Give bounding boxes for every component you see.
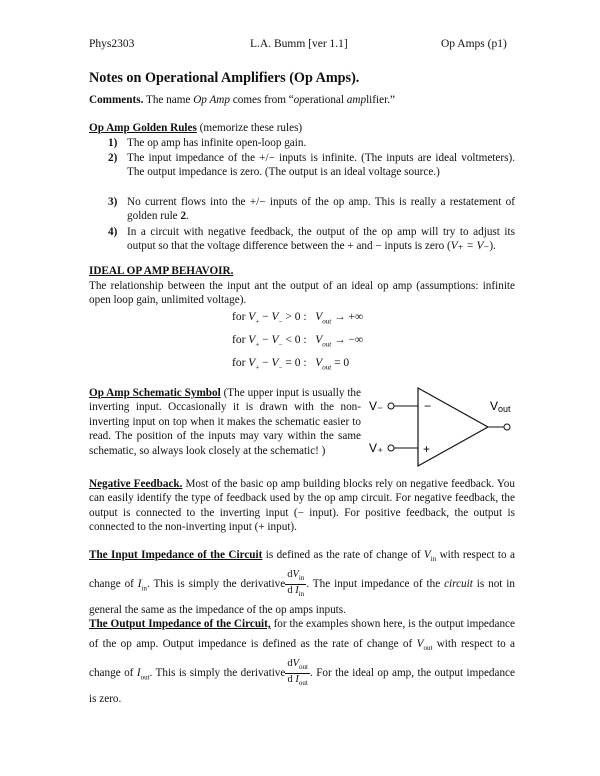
- output-derivative: $\frac{dV_{out}}{d I_{out}}$: [287, 658, 308, 688]
- comments-paragraph: Comments. The name Op Amp comes from “operational amplifier.”: [89, 94, 395, 106]
- golden-rules-heading: Op Amp Golden Rules (memorize these rules): [89, 122, 303, 134]
- equation-3: for $V_+ - V_- = 0$ : $V_{out} = 0$: [232, 357, 350, 372]
- input-impedance-label: The Input Impedance of the Circuit: [89, 549, 263, 561]
- negative-feedback-label: Negative Feedback.: [89, 478, 183, 490]
- opamp-symbol-diagram: [366, 382, 516, 472]
- output-impedance-label: The Output Impedance of the Circuit,: [89, 618, 271, 630]
- ideal-label: IDEAL OP AMP BEHAVOIR.: [89, 265, 234, 277]
- output-terminal: [504, 424, 510, 430]
- comments-label: Comments.: [89, 94, 144, 106]
- ideal-heading: [89, 264, 515, 278]
- inverting-input-terminal: [388, 403, 394, 409]
- header-author: L.A. Bumm [ver 1.1]: [250, 38, 348, 50]
- header-course: Phys2303: [89, 38, 135, 50]
- ideal-paragraph: The relationship between the input ant the output of an ideal op amp (assumptions: infinite open loop gain, unlimited voltage).: [89, 280, 515, 307]
- output-impedance-paragraph: The Output Impedance of the Circuit, for the examples shown here, is the output impedance of the op amp. Output impedance is defined as the rate of change of $V_{out}$ with respect to a change of $I_{out}$. This is simply the derivative $\frac{dV_{out}}{d I_{out}}$ . For the ideal op amp, the output impedance is zero.: [89, 618, 515, 706]
- noninverting-input-terminal: [388, 445, 394, 451]
- v-plus-label: V₊: [369, 441, 384, 455]
- input-derivative: $\frac{dV_{in}}{d I_{in}}$: [287, 569, 305, 599]
- schematic-label: Op Amp Schematic Symbol: [89, 387, 221, 399]
- negative-feedback-paragraph: Negative Feedback. Most of the basic op amp building blocks rely on negative feedback. You can easily identify the type of feedback used by the op amp circuit. For negative feedback, the output is connected to the inverting input (− input). For positive feedback, the output is connected to the non-inverting input (+ input).: [89, 478, 515, 534]
- schematic-paragraph: Op Amp Schematic Symbol (The upper input is usually the inverting input. Occasionally it is drawn with the non-inverting input on top when it makes the schematic easier to read. The position of the inputs may vary within the same schematic, so always look closely at the schematic! ): [89, 387, 361, 457]
- list-item: 2) The input impedance of the +/− inputs is infinite. (The inputs are ideal voltmeters). The output impedance is zero. (The output is an ideal voltage source.): [108, 152, 515, 179]
- list-item: 3) No current flows into the +/− inputs of the op amp. This is really a restatement of golden rule 2.: [108, 196, 515, 223]
- v-out-label: Vout: [490, 399, 511, 414]
- golden-rules-label: Op Amp Golden Rules: [89, 122, 197, 134]
- equation-1: for $V_+ - V_- > 0$ : $V_{out}$ → +∞: [232, 311, 364, 326]
- equation-2: for $V_+ - V_- < 0$ : $V_{out}$ → −∞: [232, 334, 364, 349]
- list-item: 4) In a circuit with negative feedback, the output of the op amp will try to adjust its output so that the voltage difference between the + and − inputs is zero (V₊ = V₋).: [108, 226, 515, 253]
- minus-sign: −: [424, 399, 432, 413]
- plus-sign: +: [423, 442, 431, 456]
- list-item: 1) The op amp has infinite open-loop gain.: [108, 137, 307, 149]
- header-page: Op Amps (p1): [441, 38, 507, 50]
- v-minus-label: V₋: [369, 399, 384, 413]
- page-title: Notes on Operational Amplifiers (Op Amps).: [89, 70, 360, 86]
- input-impedance-paragraph: The Input Impedance of the Circuit is defined as the rate of change of $V_{in}$ with respect to a change of $I_{in}$. This is simply the derivative $\frac{dV_{in}}{d I_{in}}$ . The input impedance of the circuit is not in general the same as the impedance of the op amps inputs.: [89, 549, 515, 617]
